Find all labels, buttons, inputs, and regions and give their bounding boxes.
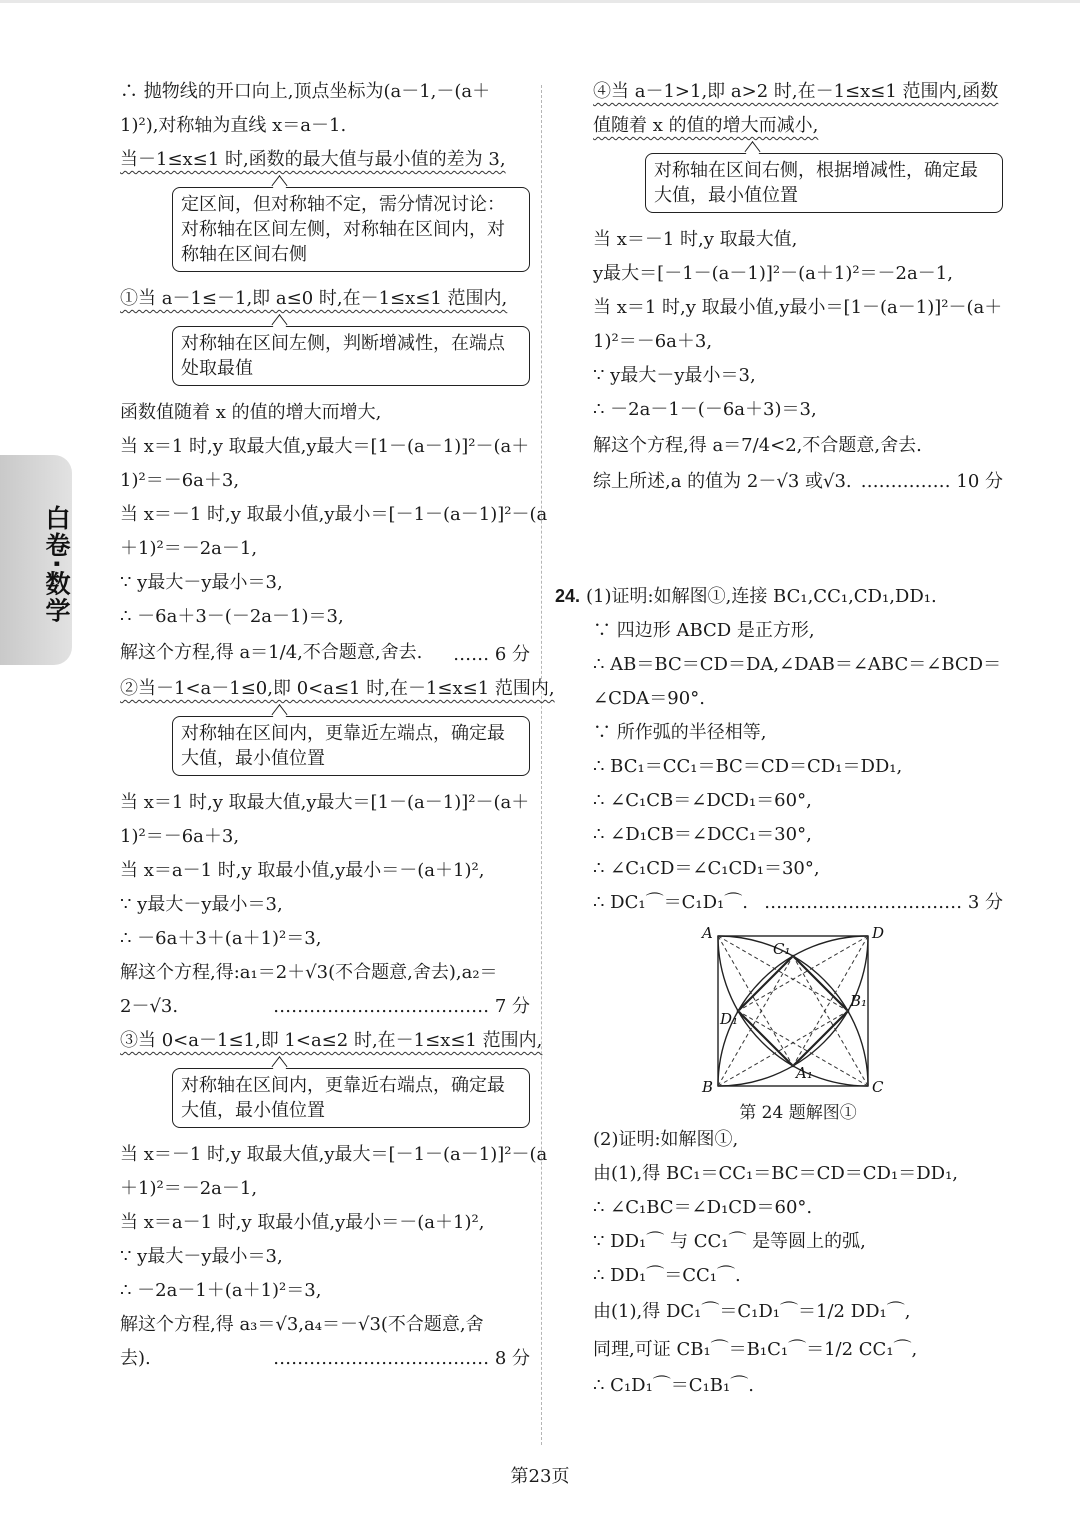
text-line xyxy=(120,1274,530,1308)
line-text: ∵ y最大－y最小＝3, xyxy=(120,894,283,915)
line-text: ∴ ∠C₁BC＝∠D₁CD＝60°. xyxy=(593,1197,813,1218)
text-line xyxy=(593,223,1003,257)
text-line xyxy=(555,579,1003,614)
line-text: ∴ ∠C₁CD＝∠C₁CD₁＝30°, xyxy=(593,858,820,879)
line-text: ∵ 所作弧的半径相等, xyxy=(593,722,767,743)
line-text: ∵ y最大－y最小＝3, xyxy=(593,365,756,386)
line-text: ∵ y最大－y最小＝3, xyxy=(120,1246,283,1267)
text-line xyxy=(593,257,1003,291)
question-number: 24. xyxy=(555,586,581,606)
score-mark: ……………………………… 8 分 xyxy=(273,1348,530,1369)
text-line xyxy=(593,393,1003,427)
question-24-proof-1 xyxy=(555,579,1003,920)
text-line xyxy=(120,1206,530,1240)
line-text: 去). xyxy=(120,1348,151,1369)
right-column-part-a xyxy=(593,75,1003,499)
line-text: (2)证明:如解图①, xyxy=(593,1129,739,1150)
label-b: B xyxy=(702,1078,714,1094)
top-border xyxy=(0,0,1080,3)
score-mark: …………………………… 3 分 xyxy=(764,892,1003,913)
line-text: ∴ ∠C₁CB＝∠DCD₁＝60°, xyxy=(593,790,812,811)
figure-24 xyxy=(593,924,1003,1123)
line-text: 当 x＝1 时,y 取最大值,y最大＝[1－(a－1)]²－(a＋ xyxy=(120,436,530,457)
line-text: 当－1≤x≤1 时,函数的最大值与最小值的差为 3, xyxy=(120,149,506,170)
text-line xyxy=(593,1157,1003,1191)
text-line xyxy=(120,1138,548,1172)
line-text: ∠CDA＝90°. xyxy=(593,688,705,709)
line-text: 当 x＝－1 时,y 取最大值, xyxy=(593,229,798,250)
line-text: 解这个方程,得 a₃＝√3,a₄＝－√3(不合题意,舍 xyxy=(120,1314,484,1335)
line-text: ②当－1<a－1≤0,即 0<a≤1 时,在－1≤x≤1 范围内, xyxy=(120,678,555,699)
text-line xyxy=(120,1240,530,1274)
label-d: D xyxy=(872,924,885,942)
line-text: ＋1)²＝－2a－1, xyxy=(120,1178,258,1199)
text-line xyxy=(120,282,530,316)
text-line xyxy=(120,1172,530,1206)
text-line xyxy=(593,886,1003,920)
text-line xyxy=(593,1293,1003,1331)
hint-box: 对称轴在区间内，更靠近左端点，确定最大值，最小值位置 xyxy=(172,716,530,776)
label-d1: D₁ xyxy=(720,1010,739,1028)
text-line xyxy=(593,1369,1003,1403)
line-text: 解这个方程,得:a₁＝2＋√3(不合题意,舍去),a₂＝ xyxy=(120,962,498,983)
line-text: 解这个方程,得 a＝7/4<2,不合题意,舍去. xyxy=(593,435,922,456)
hint-box: 对称轴在区间右侧，根据增减性，确定最大值，最小值位置 xyxy=(645,153,1003,213)
text-line xyxy=(593,1259,1003,1293)
text-line xyxy=(120,498,548,532)
text-line xyxy=(593,291,1003,325)
square-arc-diagram xyxy=(698,924,898,1094)
text-line xyxy=(120,430,530,464)
text-line xyxy=(593,614,1003,648)
line-text: 当 x＝a－1 时,y 取最小值,y最小＝－(a＋1)², xyxy=(120,1212,485,1233)
line-text: 当 x＝1 时,y 取最小值,y最小＝[1－(a－1)]²－(a＋ xyxy=(593,297,1003,318)
square-abcd xyxy=(718,936,868,1086)
right-column xyxy=(555,75,1003,1403)
text-line xyxy=(593,75,1003,109)
label-c1: C₁ xyxy=(773,940,791,958)
text-line xyxy=(120,786,530,820)
text-line xyxy=(120,532,530,566)
arc-d xyxy=(718,936,868,1086)
text-line xyxy=(593,1191,1003,1225)
line-text: ∵ DD₁⌒ 与 CC₁⌒ 是等圆上的弧, xyxy=(593,1231,866,1252)
text-line xyxy=(593,465,1003,499)
line-text: ∵ 四边形 ABCD 是正方形, xyxy=(593,620,815,641)
line-text: ∴ C₁D₁⌒＝C₁B₁⌒. xyxy=(593,1375,754,1396)
line-text: ①当 a－1≤－1,即 a≤0 时,在－1≤x≤1 范围内, xyxy=(120,288,508,309)
text-line xyxy=(120,1342,530,1376)
text-line xyxy=(120,888,530,922)
line-text: ∴ －2a－1－(－6a＋3)＝3, xyxy=(593,399,817,420)
text-line xyxy=(120,396,530,430)
text-line xyxy=(120,956,530,990)
left-column xyxy=(120,75,555,1376)
line-text: 当 x＝－1 时,y 取最小值,y最小＝[－1－(a－1)]²－(a xyxy=(120,504,548,525)
text-line xyxy=(593,784,1003,818)
line-text: ∴ －6a＋3－(－2a－1)＝3, xyxy=(120,606,344,627)
text-line xyxy=(120,854,530,888)
text-line xyxy=(593,359,1003,393)
text-line xyxy=(120,75,530,109)
line-text: ∴ －2a－1＋(a＋1)²＝3, xyxy=(120,1280,322,1301)
line-text: 1)²＝－6a＋3, xyxy=(593,331,713,352)
line-text: ∴ －6a＋3＋(a＋1)²＝3, xyxy=(120,928,322,949)
text-line xyxy=(120,600,530,634)
line-text: ∴ AB＝BC＝CD＝DA,∠DAB＝∠ABC＝∠BCD＝ xyxy=(593,654,1002,675)
text-line xyxy=(593,1331,1003,1369)
section-gap xyxy=(593,499,1003,579)
hint-box: 对称轴在区间左侧，判断增减性，在端点处取最值 xyxy=(172,326,530,386)
line-text: ④当 a－1>1,即 a>2 时,在－1≤x≤1 范围内,函数 xyxy=(593,81,999,102)
text-line xyxy=(120,990,530,1024)
text-line xyxy=(120,1308,530,1342)
text-line xyxy=(593,1123,1003,1157)
line-text: 解这个方程,得 a＝1/4,不合题意,舍去. xyxy=(120,642,423,663)
line-text: 1)²),对称轴为直线 x＝a－1. xyxy=(120,115,347,136)
text-line xyxy=(593,716,1003,750)
text-line xyxy=(593,109,1003,143)
column-divider xyxy=(541,85,542,1445)
text-line xyxy=(120,566,530,600)
score-mark: ……………………………… 7 分 xyxy=(273,996,530,1017)
hint-box: 对称轴在区间内，更靠近右端点，确定最大值，最小值位置 xyxy=(172,1068,530,1128)
arc-a xyxy=(718,936,868,1086)
text-line xyxy=(593,427,1003,465)
line-text: ＋1)²＝－2a－1, xyxy=(120,538,258,559)
text-line xyxy=(593,682,1003,716)
hint-box: 定区间，但对称轴不定，需分情况讨论：对称轴在区间左侧，对称轴在区间内，对称轴在区间右侧 xyxy=(172,187,530,272)
inner-quad xyxy=(738,956,848,1066)
page-number: 第23页 xyxy=(510,1466,570,1487)
line-text: 2－√3. xyxy=(120,996,179,1017)
text-line xyxy=(120,634,530,672)
line-text: ③当 0<a－1≤1,即 1<a≤2 时,在－1≤x≤1 范围内, xyxy=(120,1030,543,1051)
side-tab-label: 白卷·数学 xyxy=(42,505,71,625)
line-text: ∴ ∠D₁CB＝∠DCC₁＝30°, xyxy=(593,824,812,845)
score-mark: …… 6 分 xyxy=(453,644,530,665)
line-text: ∴ BC₁＝CC₁＝BC＝CD＝CD₁＝DD₁, xyxy=(593,756,903,777)
line-text: 由(1),得 BC₁＝CC₁＝BC＝CD＝CD₁＝DD₁, xyxy=(593,1163,959,1184)
text-line xyxy=(120,109,530,143)
text-line xyxy=(120,672,555,706)
label-c: C xyxy=(872,1078,884,1094)
line-text: ∴ DC₁⌒＝C₁D₁⌒. xyxy=(593,892,748,913)
label-b1: B₁ xyxy=(850,992,868,1010)
arc-c xyxy=(718,936,868,1086)
label-a: A xyxy=(702,924,713,942)
line-text: 1)²＝－6a＋3, xyxy=(120,826,240,847)
text-line xyxy=(593,1225,1003,1259)
line-text: y最大＝[－1－(a－1)]²－(a＋1)²＝－2a－1, xyxy=(593,263,953,284)
figure-caption: 第 24 题解图① xyxy=(739,1103,857,1123)
line-text: 值随着 x 的值的增大而减小, xyxy=(593,115,819,136)
text-line xyxy=(120,922,530,956)
text-line xyxy=(120,143,530,177)
line-text: 当 x＝1 时,y 取最大值,y最大＝[1－(a－1)]²－(a＋ xyxy=(120,792,530,813)
question-24-proof-2 xyxy=(593,1123,1003,1403)
line-text: 当 x＝a－1 时,y 取最小值,y最小＝－(a＋1)², xyxy=(120,860,485,881)
line-text: 综上所述,a 的值为 2－√3 或√3. xyxy=(593,471,852,492)
line-text: ∵ y最大－y最小＝3, xyxy=(120,572,283,593)
line-text: 函数值随着 x 的值的增大而增大, xyxy=(120,402,382,423)
line-text: 1)²＝－6a＋3, xyxy=(120,470,240,491)
line-text: 当 x＝－1 时,y 取最大值,y最大＝[－1－(a－1)]²－(a xyxy=(120,1144,548,1165)
line-text: (1)证明:如解图①,连接 BC₁,CC₁,CD₁,DD₁. xyxy=(586,586,937,607)
text-line xyxy=(593,648,1003,682)
arc-b xyxy=(718,936,868,1086)
text-line xyxy=(593,750,1003,784)
line-text: ∴ DD₁⌒＝CC₁⌒. xyxy=(593,1265,741,1286)
score-mark: …………… 10 分 xyxy=(860,471,1003,492)
text-line xyxy=(120,464,530,498)
line-text: 同理,可证 CB₁⌒＝B₁C₁⌒＝1/2 CC₁⌒, xyxy=(593,1339,918,1360)
label-a1: A₁ xyxy=(796,1064,813,1082)
text-line xyxy=(120,1024,543,1058)
text-line xyxy=(593,818,1003,852)
text-line xyxy=(593,852,1003,886)
text-line xyxy=(593,325,1003,359)
text-line xyxy=(120,820,530,854)
line-text: ∴ 抛物线的开口向上,顶点坐标为(a－1,－(a＋ xyxy=(120,81,491,102)
line-text: 由(1),得 DC₁⌒＝C₁D₁⌒＝1/2 DD₁⌒, xyxy=(593,1301,911,1322)
